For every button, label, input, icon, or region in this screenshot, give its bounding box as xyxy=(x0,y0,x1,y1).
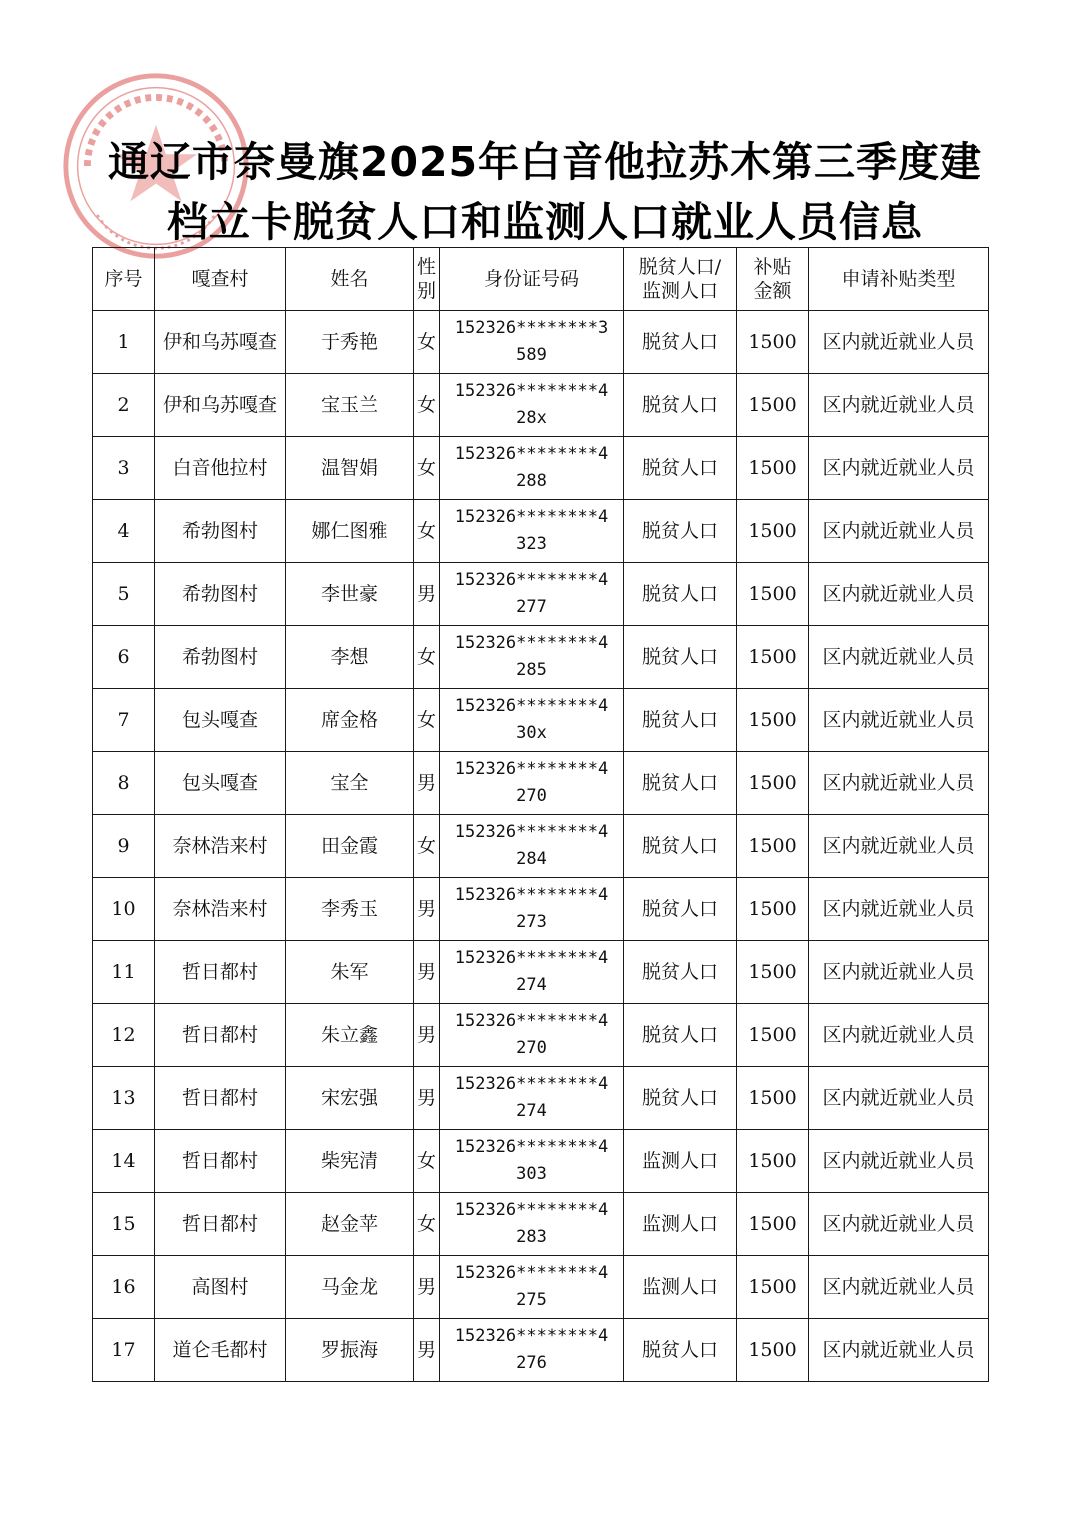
cell-id xyxy=(440,437,624,500)
cell-subsidy-type: 区内就近就业人员 xyxy=(809,1004,989,1067)
cell-seq: 10 xyxy=(93,878,155,941)
id-line-2: 270 xyxy=(516,786,547,806)
cell-amount: 1500 xyxy=(737,815,809,878)
id-line-1: 152326********4 xyxy=(454,507,609,527)
cell-seq: 5 xyxy=(93,563,155,626)
cell-village: 哲日都村 xyxy=(155,941,286,1004)
cell-category: 脱贫人口 xyxy=(624,815,737,878)
cell-category: 监测人口 xyxy=(624,1130,737,1193)
cell-subsidy-type: 区内就近就业人员 xyxy=(809,815,989,878)
table-row xyxy=(93,878,989,941)
header-amount-top: 补贴 xyxy=(753,256,792,278)
header-name: 姓名 xyxy=(286,248,414,311)
cell-amount: 1500 xyxy=(737,563,809,626)
cell-village: 包头嘎查 xyxy=(155,689,286,752)
id-line-2: 275 xyxy=(516,1290,547,1310)
cell-subsidy-type: 区内就近就业人员 xyxy=(809,374,989,437)
table-row xyxy=(93,941,989,1004)
cell-gender: 女 xyxy=(414,815,440,878)
cell-gender: 男 xyxy=(414,563,440,626)
table-row xyxy=(93,626,989,689)
cell-category: 脱贫人口 xyxy=(624,941,737,1004)
cell-village: 哲日都村 xyxy=(155,1130,286,1193)
cell-subsidy-type: 区内就近就业人员 xyxy=(809,626,989,689)
id-line-1: 152326********4 xyxy=(454,1326,609,1346)
cell-category: 脱贫人口 xyxy=(624,752,737,815)
cell-amount: 1500 xyxy=(737,1256,809,1319)
table-row xyxy=(93,311,989,374)
cell-seq: 17 xyxy=(93,1319,155,1382)
cell-id xyxy=(440,1193,624,1256)
header-category-top: 脱贫人口/ xyxy=(638,256,722,278)
cell-seq: 9 xyxy=(93,815,155,878)
id-line-1: 152326********4 xyxy=(454,696,609,716)
cell-name: 李想 xyxy=(286,626,414,689)
cell-category: 脱贫人口 xyxy=(624,626,737,689)
cell-category: 脱贫人口 xyxy=(624,1067,737,1130)
cell-subsidy-type: 区内就近就业人员 xyxy=(809,689,989,752)
cell-amount: 1500 xyxy=(737,1067,809,1130)
cell-village: 道仑毛都村 xyxy=(155,1319,286,1382)
cell-subsidy-type: 区内就近就业人员 xyxy=(809,878,989,941)
cell-category: 脱贫人口 xyxy=(624,374,737,437)
cell-subsidy-type: 区内就近就业人员 xyxy=(809,437,989,500)
cell-category: 脱贫人口 xyxy=(624,1004,737,1067)
id-line-1: 152326********4 xyxy=(454,633,609,653)
id-line-1: 152326********4 xyxy=(454,1011,609,1031)
cell-id xyxy=(440,1319,624,1382)
cell-seq: 16 xyxy=(93,1256,155,1319)
cell-id xyxy=(440,878,624,941)
cell-name: 于秀艳 xyxy=(286,311,414,374)
id-line-1: 152326********3 xyxy=(454,318,609,338)
header-amount-bottom: 金额 xyxy=(753,280,792,302)
id-line-2: 323 xyxy=(516,534,547,554)
document-title xyxy=(90,132,1000,252)
cell-name: 赵金苹 xyxy=(286,1193,414,1256)
cell-seq: 7 xyxy=(93,689,155,752)
cell-village: 希勃图村 xyxy=(155,500,286,563)
cell-name: 朱立鑫 xyxy=(286,1004,414,1067)
cell-category: 脱贫人口 xyxy=(624,437,737,500)
cell-gender: 女 xyxy=(414,311,440,374)
cell-id xyxy=(440,1256,624,1319)
cell-village: 哲日都村 xyxy=(155,1067,286,1130)
header-village: 嘎查村 xyxy=(155,248,286,311)
cell-name: 席金格 xyxy=(286,689,414,752)
cell-village: 白音他拉村 xyxy=(155,437,286,500)
cell-seq: 14 xyxy=(93,1130,155,1193)
title-line-1: 通辽市奈曼旗2025年白音他拉苏木第三季度建 xyxy=(107,138,983,186)
cell-name: 柴宪清 xyxy=(286,1130,414,1193)
cell-seq: 1 xyxy=(93,311,155,374)
cell-name: 朱军 xyxy=(286,941,414,1004)
cell-gender: 女 xyxy=(414,437,440,500)
cell-gender: 男 xyxy=(414,878,440,941)
id-line-2: 28x xyxy=(516,408,547,428)
header-id: 身份证号码 xyxy=(440,248,624,311)
cell-gender: 女 xyxy=(414,1130,440,1193)
cell-seq: 13 xyxy=(93,1067,155,1130)
table-row xyxy=(93,563,989,626)
id-line-1: 152326********4 xyxy=(454,822,609,842)
table-row xyxy=(93,1193,989,1256)
cell-amount: 1500 xyxy=(737,941,809,1004)
cell-subsidy-type: 区内就近就业人员 xyxy=(809,1319,989,1382)
header-subsidy-type: 申请补贴类型 xyxy=(809,248,989,311)
id-line-1: 152326********4 xyxy=(454,1263,609,1283)
cell-amount: 1500 xyxy=(737,1130,809,1193)
cell-id xyxy=(440,941,624,1004)
table-row xyxy=(93,1319,989,1382)
table-header-row xyxy=(93,248,989,311)
id-line-2: 285 xyxy=(516,660,547,680)
cell-subsidy-type: 区内就近就业人员 xyxy=(809,941,989,1004)
id-line-2: 277 xyxy=(516,597,547,617)
id-line-1: 152326********4 xyxy=(454,570,609,590)
cell-gender: 男 xyxy=(414,1256,440,1319)
cell-seq: 3 xyxy=(93,437,155,500)
cell-name: 宋宏强 xyxy=(286,1067,414,1130)
cell-name: 娜仁图雅 xyxy=(286,500,414,563)
id-line-2: 270 xyxy=(516,1038,547,1058)
id-line-1: 152326********4 xyxy=(454,381,609,401)
table-row xyxy=(93,1256,989,1319)
cell-village: 包头嘎查 xyxy=(155,752,286,815)
cell-id xyxy=(440,1004,624,1067)
id-line-2: 274 xyxy=(516,1101,547,1121)
cell-id xyxy=(440,626,624,689)
id-line-1: 152326********4 xyxy=(454,1137,609,1157)
cell-subsidy-type: 区内就近就业人员 xyxy=(809,1067,989,1130)
id-line-2: 274 xyxy=(516,975,547,995)
cell-seq: 4 xyxy=(93,500,155,563)
title-line-2: 档立卡脱贫人口和监测人口就业人员信息 xyxy=(167,198,923,246)
cell-category: 脱贫人口 xyxy=(624,689,737,752)
cell-amount: 1500 xyxy=(737,1004,809,1067)
id-line-1: 152326********4 xyxy=(454,444,609,464)
cell-village: 哲日都村 xyxy=(155,1004,286,1067)
cell-village: 奈林浩来村 xyxy=(155,878,286,941)
cell-name: 李世豪 xyxy=(286,563,414,626)
cell-amount: 1500 xyxy=(737,311,809,374)
table-row xyxy=(93,1067,989,1130)
cell-category: 监测人口 xyxy=(624,1193,737,1256)
cell-seq: 6 xyxy=(93,626,155,689)
cell-id xyxy=(440,752,624,815)
cell-id xyxy=(440,374,624,437)
id-line-1: 152326********4 xyxy=(454,759,609,779)
cell-gender: 女 xyxy=(414,689,440,752)
cell-subsidy-type: 区内就近就业人员 xyxy=(809,1193,989,1256)
cell-amount: 1500 xyxy=(737,689,809,752)
cell-village: 伊和乌苏嘎查 xyxy=(155,311,286,374)
cell-village: 希勃图村 xyxy=(155,563,286,626)
cell-name: 田金霞 xyxy=(286,815,414,878)
header-amount xyxy=(737,248,809,311)
cell-name: 宝全 xyxy=(286,752,414,815)
cell-seq: 12 xyxy=(93,1004,155,1067)
header-category xyxy=(624,248,737,311)
cell-name: 李秀玉 xyxy=(286,878,414,941)
id-line-2: 30x xyxy=(516,723,547,743)
table-row xyxy=(93,374,989,437)
cell-village: 奈林浩来村 xyxy=(155,815,286,878)
cell-amount: 1500 xyxy=(737,1319,809,1382)
table-row xyxy=(93,500,989,563)
cell-gender: 女 xyxy=(414,626,440,689)
cell-subsidy-type: 区内就近就业人员 xyxy=(809,752,989,815)
cell-village: 希勃图村 xyxy=(155,626,286,689)
cell-village: 哲日都村 xyxy=(155,1193,286,1256)
cell-name: 罗振海 xyxy=(286,1319,414,1382)
header-category-bottom: 监测人口 xyxy=(641,280,718,302)
cell-gender: 男 xyxy=(414,1004,440,1067)
cell-seq: 2 xyxy=(93,374,155,437)
table-row xyxy=(93,689,989,752)
cell-name: 温智娟 xyxy=(286,437,414,500)
cell-id xyxy=(440,1067,624,1130)
cell-gender: 男 xyxy=(414,1067,440,1130)
cell-category: 脱贫人口 xyxy=(624,878,737,941)
cell-seq: 8 xyxy=(93,752,155,815)
cell-village: 高图村 xyxy=(155,1256,286,1319)
id-line-2: 283 xyxy=(516,1227,547,1247)
cell-gender: 男 xyxy=(414,752,440,815)
cell-id xyxy=(440,311,624,374)
table-row xyxy=(93,1130,989,1193)
header-gender-top: 性 xyxy=(416,256,436,278)
id-line-2: 303 xyxy=(516,1164,547,1184)
cell-gender: 女 xyxy=(414,1193,440,1256)
cell-amount: 1500 xyxy=(737,437,809,500)
cell-name: 马金龙 xyxy=(286,1256,414,1319)
cell-gender: 男 xyxy=(414,941,440,1004)
cell-category: 脱贫人口 xyxy=(624,311,737,374)
table-row xyxy=(93,752,989,815)
header-gender-bottom: 别 xyxy=(416,280,436,302)
cell-subsidy-type: 区内就近就业人员 xyxy=(809,1256,989,1319)
cell-village: 伊和乌苏嘎查 xyxy=(155,374,286,437)
table-row xyxy=(93,1004,989,1067)
cell-amount: 1500 xyxy=(737,500,809,563)
id-line-1: 152326********4 xyxy=(454,1200,609,1220)
cell-id xyxy=(440,500,624,563)
cell-name: 宝玉兰 xyxy=(286,374,414,437)
id-line-2: 284 xyxy=(516,849,547,869)
cell-amount: 1500 xyxy=(737,878,809,941)
employment-info-table xyxy=(92,247,989,1382)
cell-subsidy-type: 区内就近就业人员 xyxy=(809,1130,989,1193)
cell-amount: 1500 xyxy=(737,752,809,815)
cell-category: 监测人口 xyxy=(624,1256,737,1319)
cell-amount: 1500 xyxy=(737,626,809,689)
cell-category: 脱贫人口 xyxy=(624,563,737,626)
cell-amount: 1500 xyxy=(737,374,809,437)
cell-category: 脱贫人口 xyxy=(624,1319,737,1382)
cell-gender: 男 xyxy=(414,1319,440,1382)
cell-id xyxy=(440,815,624,878)
id-line-2: 288 xyxy=(516,471,547,491)
cell-seq: 15 xyxy=(93,1193,155,1256)
id-line-2: 273 xyxy=(516,912,547,932)
cell-gender: 女 xyxy=(414,374,440,437)
cell-id xyxy=(440,689,624,752)
cell-amount: 1500 xyxy=(737,1193,809,1256)
cell-seq: 11 xyxy=(93,941,155,1004)
id-line-1: 152326********4 xyxy=(454,948,609,968)
cell-subsidy-type: 区内就近就业人员 xyxy=(809,563,989,626)
header-seq: 序号 xyxy=(93,248,155,311)
cell-category: 脱贫人口 xyxy=(624,500,737,563)
cell-subsidy-type: 区内就近就业人员 xyxy=(809,500,989,563)
cell-id xyxy=(440,563,624,626)
id-line-2: 589 xyxy=(516,345,547,365)
cell-subsidy-type: 区内就近就业人员 xyxy=(809,311,989,374)
header-gender xyxy=(414,248,440,311)
table-row xyxy=(93,437,989,500)
cell-id xyxy=(440,1130,624,1193)
cell-gender: 女 xyxy=(414,500,440,563)
id-line-1: 152326********4 xyxy=(454,1074,609,1094)
id-line-2: 276 xyxy=(516,1353,547,1373)
table-row xyxy=(93,815,989,878)
id-line-1: 152326********4 xyxy=(454,885,609,905)
